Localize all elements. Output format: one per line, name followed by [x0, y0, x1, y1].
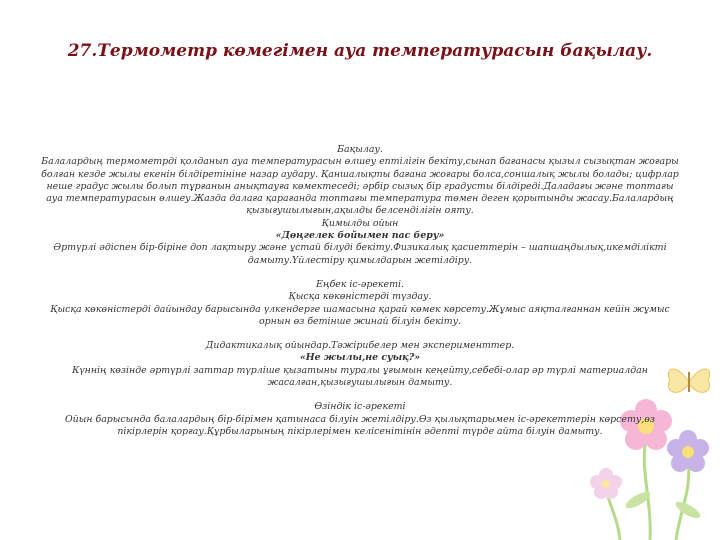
body-paragraph: Қимылды ойын — [321, 217, 399, 229]
body-paragraph: Дидактикалық ойындар.Тәжірибелер мен эксперименттер. — [205, 340, 515, 352]
paragraph-gap — [40, 389, 680, 401]
body-paragraph: Өзіндік іс-әрекеті — [314, 401, 406, 413]
body-paragraph: «Не жылы,не суық?» — [299, 352, 421, 364]
body-paragraph: Балалардың термометрді қолданып ауа температурасын өлшеу ептілігін бекіту,сынап бағанасы қызыл сызықтан жоғары болған кезде жылы екенін білдіретініне назар аудару. Қаншалықты бағана жоғары болса,соншалық жылы болады; цифрлар неше градус жылы болып тұрғанын анықтауға көмектеседі; әрбір сызық бір градусты білдіреді.Даладағы және топтағы ауа температурасын өлшеу.Жазда далаға қарағанда топтағы температура төмен деген қорытынды жасау.Балалардың қызығушылығын,ақылды белсенділігін ояту. — [41, 156, 679, 217]
body-paragraph: «Дөңгелек бойымен пас беру» — [275, 230, 445, 242]
body-paragraph: Қысқа көкөністерді түздау. — [288, 291, 432, 303]
body-paragraph: Еңбек іс-әрекеті. — [316, 278, 404, 290]
body-paragraph: Бақылау. — [337, 144, 383, 155]
body-paragraph: Қысқа көкөністерді дайындау барысында үлкендерге шамасына қарай көмек көрсету.Жұмыс аяқталғаннан кейін жұмыс орнын өз бетінше жинай білуін бекіту. — [50, 303, 670, 327]
body-paragraph: Әртүрлі әдіспен бір-біріне доп лақтыру және ұстай білуді бекіту.Физикалық қасиеттерін – шапшаңдылық,икемділікті дамыту.Үйлестіру қимылдарын жетілдіру. — [53, 242, 667, 266]
paragraph-gap — [40, 328, 680, 340]
body-paragraph: Күннің көзінде әртүрлі заттар түрліше қызатыны туралы ұғымын кеңейту,себебі-олар әр түрлі материалдан жасалған,қызығушылығын дамыту. — [72, 364, 648, 389]
body-text — [40, 144, 680, 438]
slide-title: 27.Термометр көмегімен ауа температурасын бақылау. — [67, 41, 653, 61]
paragraph-gap — [40, 267, 680, 279]
body-paragraph: Ойын барысында балалардың бір-бірімен қатынаса білуін жетілдіру.Өз қылықтарымен іс-әрекеттерін көрсету,өз пікірлерін қорғау.Құрбыларының пікірлерімен келісенітінін әдепті түрде айта білуін дамыту. — [64, 413, 656, 437]
